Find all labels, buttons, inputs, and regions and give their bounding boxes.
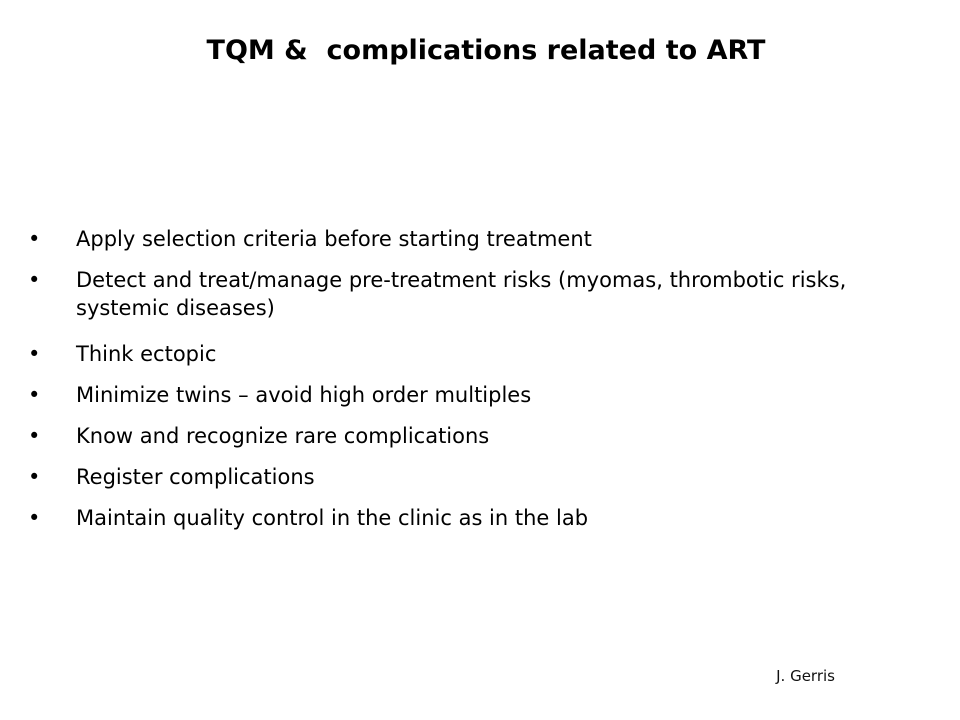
bullet-dot-icon: • bbox=[28, 424, 41, 448]
bullet-item bbox=[28, 225, 928, 253]
bullet-text: Register complications bbox=[76, 465, 315, 489]
author-credit: J. Gerris bbox=[776, 667, 835, 685]
bullet-item bbox=[28, 266, 928, 322]
bullet-item bbox=[28, 463, 928, 491]
bullet-dot-icon: • bbox=[28, 227, 41, 251]
bullet-text: Think ectopic bbox=[76, 342, 217, 366]
bullet-item bbox=[28, 504, 928, 532]
bullet-text: Detect and treat/manage pre-treatment risks (myomas, thrombotic risks, systemic diseases) bbox=[76, 268, 847, 320]
bullet-item bbox=[28, 381, 928, 409]
bullet-dot-icon: • bbox=[28, 465, 41, 489]
bullet-dot-icon: • bbox=[28, 342, 41, 366]
bullet-text: Minimize twins – avoid high order multiples bbox=[76, 383, 532, 407]
bullet-text: Maintain quality control in the clinic as in the lab bbox=[76, 506, 589, 530]
bullet-dot-icon: • bbox=[28, 383, 41, 407]
slide-title: TQM & complications related to ART bbox=[206, 35, 766, 66]
bullet-dot-icon: • bbox=[28, 268, 41, 292]
bullet-text: Apply selection criteria before starting treatment bbox=[76, 227, 592, 251]
bullet-item bbox=[28, 340, 928, 368]
bullet-list bbox=[28, 225, 928, 545]
bullet-text: Know and recognize rare complications bbox=[76, 424, 490, 448]
bullet-dot-icon: • bbox=[28, 506, 41, 530]
bullet-item bbox=[28, 422, 928, 450]
